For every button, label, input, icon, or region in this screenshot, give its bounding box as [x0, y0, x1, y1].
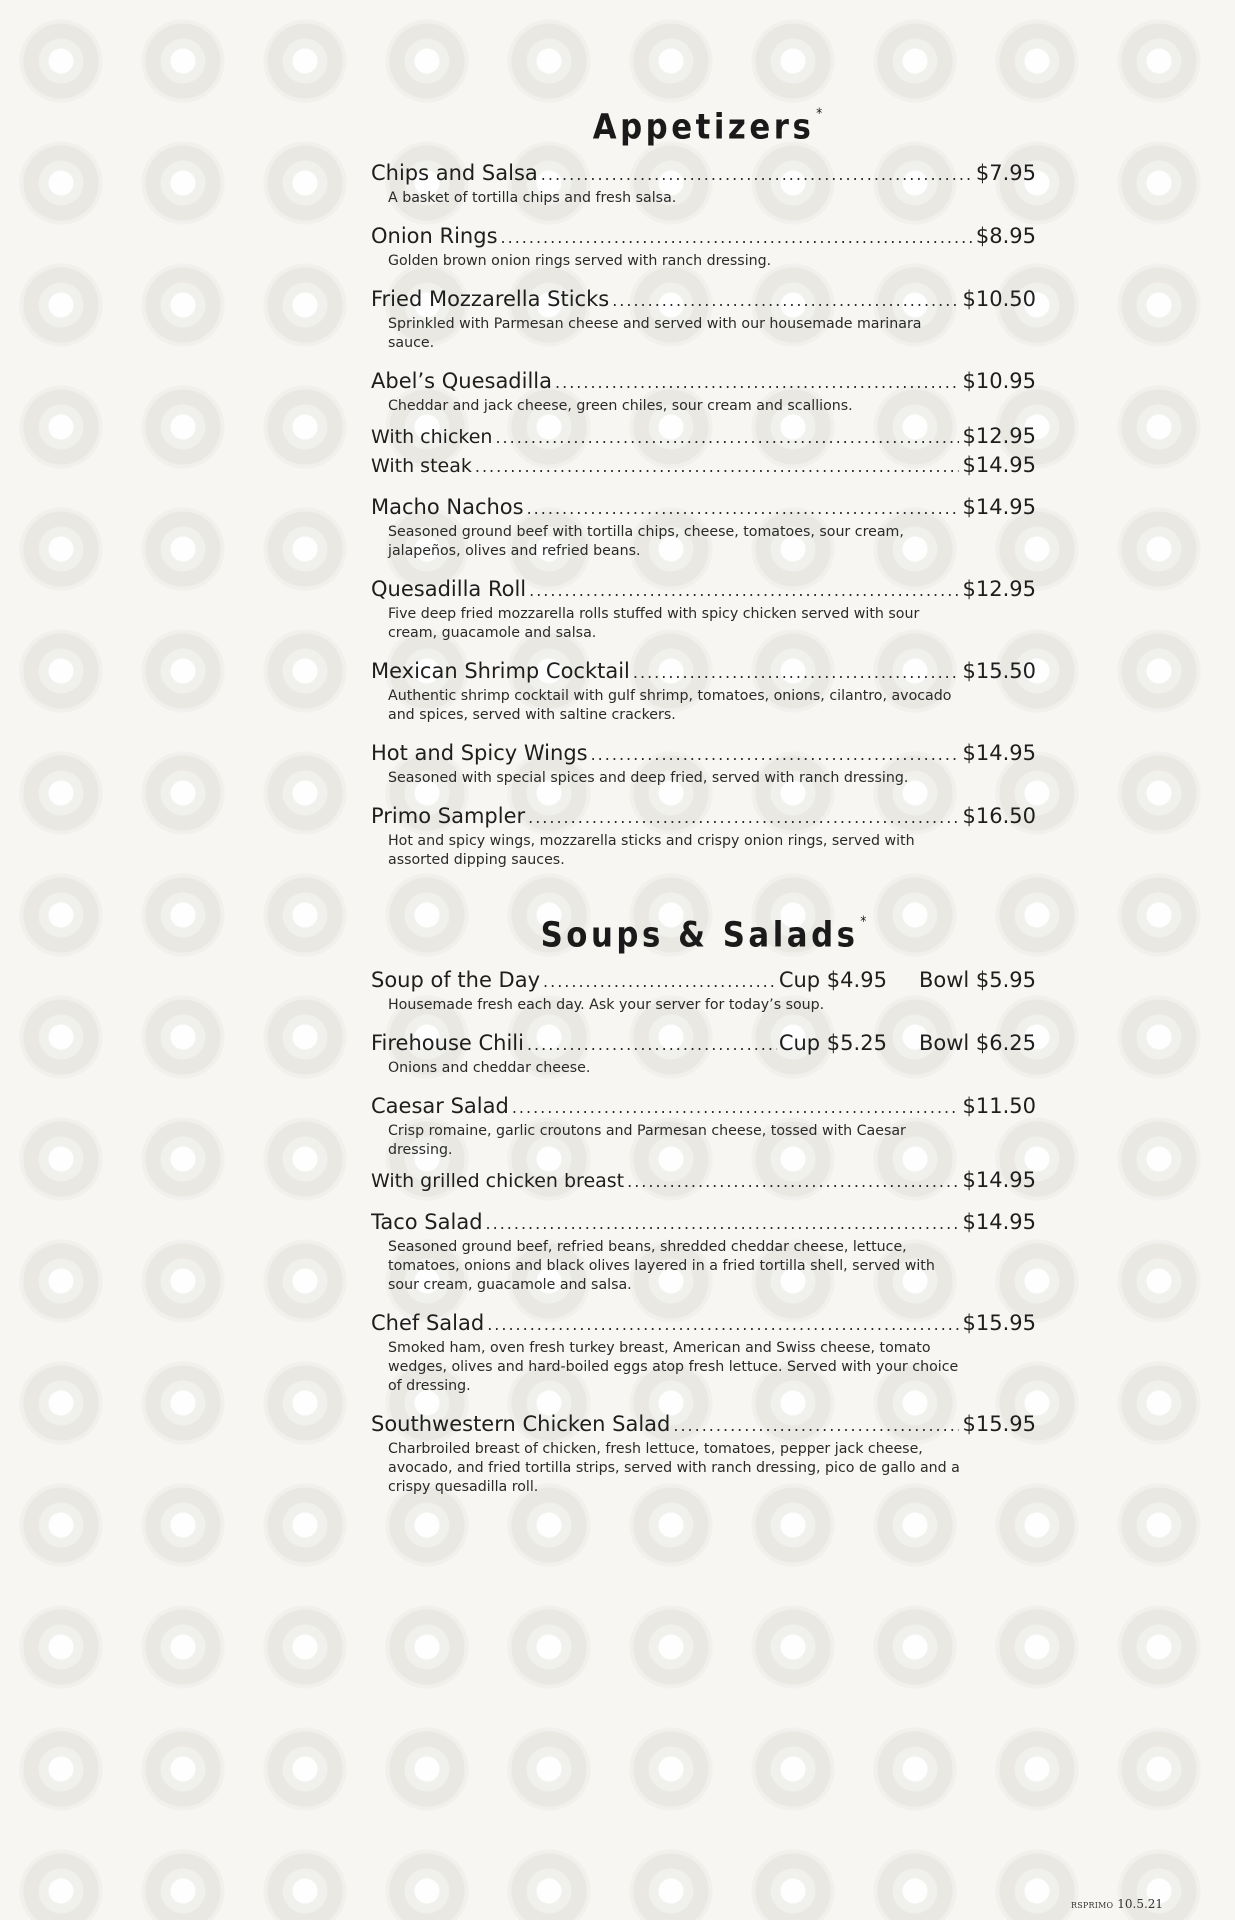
item-name: Southwestern Chicken Salad	[371, 1412, 671, 1437]
dot-leader	[633, 660, 959, 686]
dot-leader	[512, 1095, 959, 1121]
option-name: With grilled chicken breast	[371, 1170, 625, 1193]
dot-leader	[527, 1032, 777, 1058]
menu-item	[371, 160, 1036, 208]
dot-leader	[673, 1413, 958, 1439]
menu-item	[371, 576, 1036, 643]
menu-item	[371, 1411, 1036, 1497]
bowl-price: Bowl $5.95	[918, 968, 1036, 993]
menu-item	[371, 368, 1036, 479]
section-title-appetizers	[418, 100, 996, 150]
item-description: Onions and cheddar cheese.	[388, 1060, 591, 1077]
item-name: Taco Salad	[371, 1210, 483, 1235]
dot-leader	[487, 1312, 958, 1338]
item-description: A basket of tortilla chips and fresh salsa.	[388, 189, 677, 206]
item-name: Fried Mozzarella Sticks	[371, 286, 610, 311]
item-name: Primo Sampler	[371, 803, 526, 828]
dot-leader	[627, 1169, 958, 1194]
item-name: Soup of the Day	[371, 968, 541, 993]
item-description: Seasoned ground beef with tortilla chips, cheese, tomatoes, sour cream, jalapeños, olives and refried beans.	[388, 523, 904, 559]
dot-leader	[612, 288, 958, 314]
item-description: Smoked ham, oven fresh turkey breast, American and Swiss cheese, tomato wedges, olives and hard-boiled eggs atop fresh lettuce. Served with your choice of dressing.	[388, 1340, 959, 1395]
menu-item	[371, 1093, 1036, 1194]
item-price: $7.95	[975, 160, 1036, 185]
dot-leader	[486, 1211, 959, 1237]
item-price: $10.50	[962, 286, 1036, 311]
item-description: Authentic shrimp cocktail with gulf shrimp, tomatoes, onions, cilantro, avocado and spices, served with saltine crackers.	[388, 687, 952, 723]
item-description: Sprinkled with Parmesan cheese and served with our housemade marinara sauce.	[388, 315, 922, 351]
option-price: $14.95	[962, 1168, 1036, 1193]
item-price: $15.95	[962, 1412, 1036, 1437]
print-date: 10.5.21	[1117, 1897, 1164, 1911]
item-option	[371, 424, 1036, 450]
print-code	[1071, 1897, 1163, 1911]
soups-salads-section	[371, 908, 1036, 1498]
cup-price: Cup $4.95	[778, 968, 887, 993]
item-price: $14.95	[962, 1210, 1036, 1235]
menu-code: RSPRIMO	[1071, 1901, 1114, 1910]
dot-leader	[555, 370, 959, 396]
dot-leader	[541, 162, 972, 188]
dot-leader	[591, 742, 959, 768]
menu-item	[371, 1209, 1036, 1295]
item-name: Onion Rings	[371, 223, 498, 248]
item-price: $11.50	[962, 1094, 1036, 1119]
item-price: $14.95	[962, 740, 1036, 765]
item-name: Mexican Shrimp Cocktail	[371, 658, 630, 683]
menu-item	[371, 286, 1036, 353]
item-name: Chef Salad	[371, 1311, 485, 1336]
item-name: Macho Nachos	[371, 494, 524, 519]
item-option	[371, 1168, 1036, 1194]
menu-item	[371, 967, 1036, 1015]
menu-item	[371, 803, 1036, 870]
dot-leader	[475, 454, 959, 479]
item-price: $8.95	[975, 223, 1036, 248]
menu-item	[371, 740, 1036, 788]
item-price: $16.50	[962, 803, 1036, 828]
cup-price: Cup $5.25	[778, 1031, 887, 1056]
item-description: Golden brown onion rings served with ranch dressing.	[388, 252, 772, 269]
dot-leader	[495, 425, 958, 450]
menu-item	[371, 223, 1036, 271]
menu-item	[371, 658, 1036, 725]
section-title-text: Soups & Salads	[540, 915, 859, 956]
menu-item	[371, 494, 1036, 561]
item-name: Abel’s Quesadilla	[371, 368, 553, 393]
item-option	[371, 453, 1036, 479]
dot-leader	[528, 805, 958, 831]
item-name: Quesadilla Roll	[371, 576, 527, 601]
dot-leader	[529, 578, 958, 604]
option-price: $12.95	[962, 423, 1036, 448]
item-price: $14.95	[962, 494, 1036, 519]
appetizers-section	[371, 100, 1036, 870]
section-title-soups-salads	[411, 908, 996, 958]
item-price: $10.95	[962, 368, 1036, 393]
item-description: Five deep fried mozzarella rolls stuffed with spicy chicken served with sour cream, guacamole and salsa.	[388, 605, 920, 641]
dot-leader	[501, 225, 972, 251]
item-price: $15.50	[962, 658, 1036, 683]
item-description: Housemade fresh each day. Ask your server for today’s soup.	[388, 997, 825, 1014]
option-price: $14.95	[962, 452, 1036, 477]
bowl-price: Bowl $6.25	[918, 1031, 1036, 1056]
dot-leader	[527, 496, 959, 522]
item-description: Seasoned ground beef, refried beans, shredded cheddar cheese, lettuce, tomatoes, onions and black olives layered in a fried tortilla shell, served with sour cream, guacamole and salsa.	[388, 1239, 935, 1294]
dot-leader	[543, 969, 777, 995]
item-price: $12.95	[962, 576, 1036, 601]
menu-item	[371, 1030, 1036, 1078]
item-description: Crisp romaine, garlic croutons and Parmesan cheese, tossed with Caesar dressing.	[388, 1123, 906, 1159]
item-name: Caesar Salad	[371, 1094, 509, 1119]
option-name: With chicken	[371, 425, 493, 448]
section-title-text: Appetizers	[592, 107, 815, 148]
item-name: Chips and Salsa	[371, 160, 538, 185]
item-name: Hot and Spicy Wings	[371, 740, 588, 765]
item-price: $15.95	[962, 1311, 1036, 1336]
menu-content	[371, 100, 1036, 1512]
item-description: Seasoned with special spices and deep fried, served with ranch dressing.	[388, 769, 909, 786]
item-description: Cheddar and jack cheese, green chiles, sour cream and scallions.	[388, 397, 853, 414]
item-description: Charbroiled breast of chicken, fresh lettuce, tomatoes, pepper jack cheese, avocado, and fried tortilla strips, served with ranch dressing, pico de gallo and a crispy quesadilla roll.	[388, 1441, 960, 1496]
option-name: With steak	[371, 454, 472, 477]
item-name: Firehouse Chili	[371, 1031, 524, 1056]
asterisk-mark: *	[860, 913, 867, 930]
menu-item	[371, 1310, 1036, 1396]
asterisk-mark: *	[816, 106, 823, 122]
item-description: Hot and spicy wings, mozzarella sticks and crispy onion rings, served with assorted dipping sauces.	[388, 832, 915, 868]
